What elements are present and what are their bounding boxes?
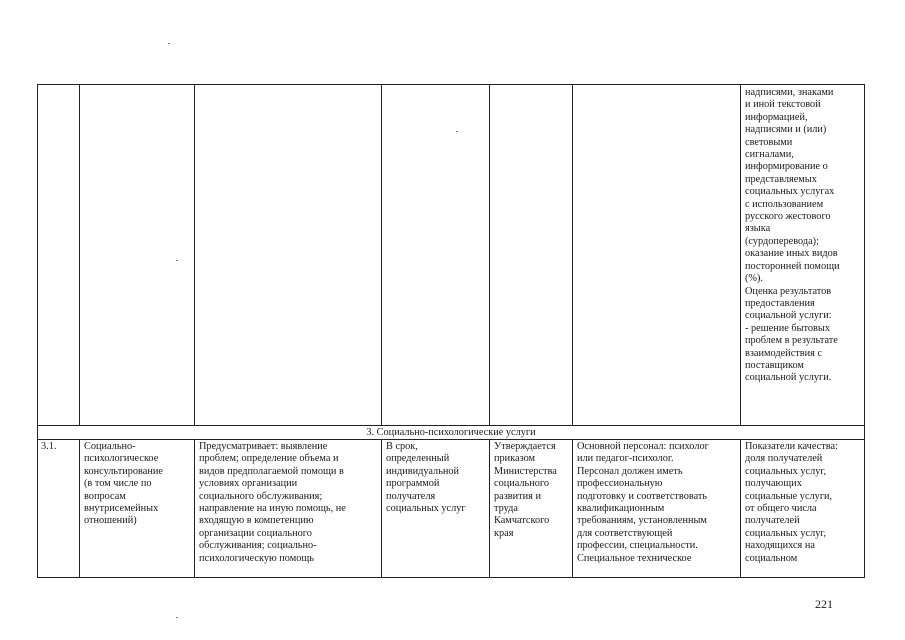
scan-speck — [168, 43, 170, 44]
col-sep — [79, 439, 80, 578]
scan-speck — [176, 260, 178, 261]
service-name: Социально- психологическое консультирование (в том числе по вопросам внутрисемейных отношений) — [84, 441, 163, 527]
col-sep — [194, 84, 195, 425]
scan-speck — [456, 131, 458, 132]
col-sep — [381, 439, 382, 578]
col-sep — [572, 439, 573, 578]
col-sep — [489, 84, 490, 425]
services-table — [37, 84, 865, 578]
col-sep — [572, 84, 573, 425]
section-header: 3. Социально-психологические услуги — [366, 427, 536, 438]
service-description: Предусматривает: выявление проблем; определение объема и видов предполагаемой помощи в условиях организации социального обслуживания; направление на иную помощь, не входящую в компетенцию организации социального обслуживания; социально- психологическую помощь — [199, 441, 346, 564]
row-number: 3.1. — [41, 441, 57, 452]
col-sep — [740, 439, 741, 578]
service-term: В срок, определенный индивидуальной программой получателя социальных услуг — [386, 441, 466, 515]
approval-basis: Утверждается приказом Министерства социального развития и труда Камчатского края — [494, 441, 557, 539]
col-sep — [740, 84, 741, 425]
page-number: 221 — [815, 597, 833, 611]
table-border-right — [864, 84, 865, 578]
quality-indicators: Показатели качества: доля получателей социальных услуг, получающих социальные услуги, от общего числа получателей социальных услуг, находящихся на социальном — [745, 441, 838, 564]
col-sep — [79, 84, 80, 425]
provision-conditions: Основной персонал: психолог или педагог-психолог. Персонал должен иметь профессиональную подготовку и соответствовать квалификационным требованиям, установленным для соответствующей профессии, специальности. Специальное техническое — [577, 441, 709, 564]
col-sep — [489, 439, 490, 578]
scan-speck — [176, 617, 178, 618]
table-border-left — [37, 84, 38, 578]
section-divider-top — [37, 425, 865, 426]
top-row-indicators-text: надписями, знаками и иной текстовой информацией, надписями и (или) световыми сигналами, информирование о представляемых социальных услугах с использованием русского жестового языка (сурдопереводa); оказание иных видов посторонней помощи (%). Оценка результатов предоставления социальной услуги: - решение бытовых проблем в результате взаимодействия с поставщиком социальной услуги. — [745, 87, 840, 384]
col-sep — [194, 439, 195, 578]
col-sep — [381, 84, 382, 425]
